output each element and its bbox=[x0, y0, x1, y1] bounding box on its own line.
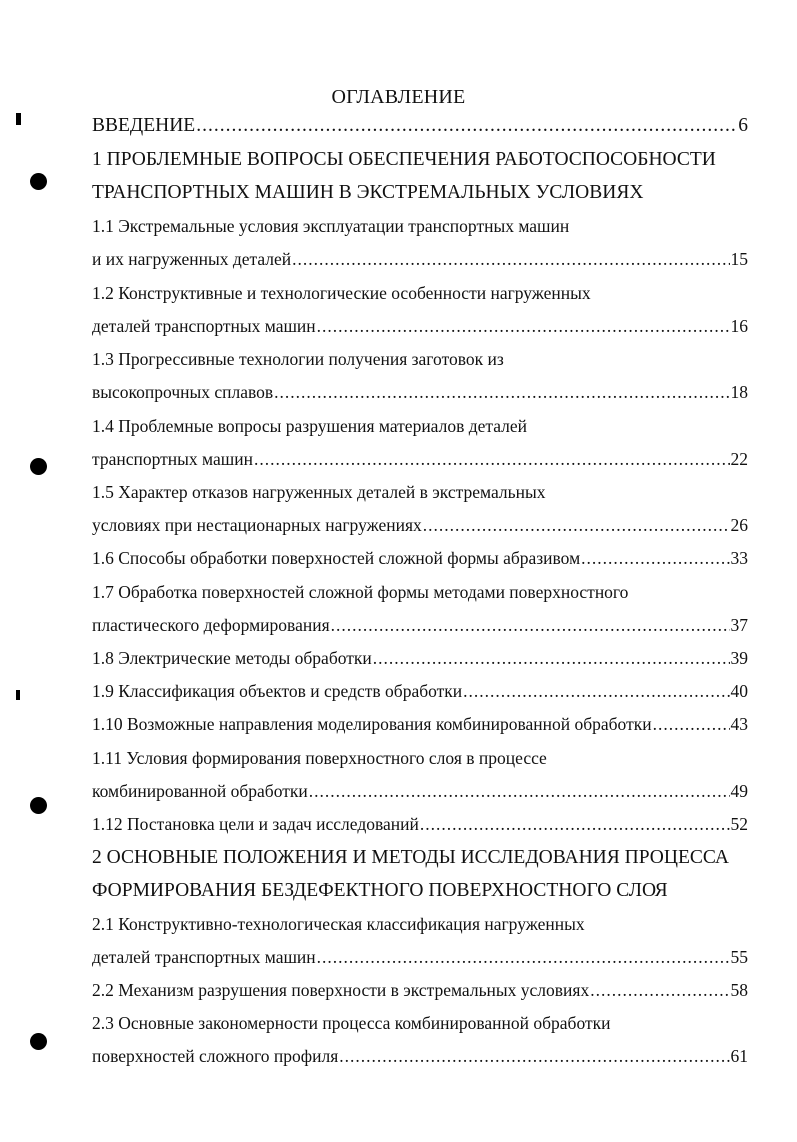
toc-entry bbox=[92, 515, 748, 545]
toc-chapter-heading bbox=[92, 847, 748, 877]
punch-hole bbox=[30, 173, 47, 190]
toc-entry-text: условиях при нестационарных нагружениях bbox=[92, 515, 422, 535]
toc-entry-text: 1.8 Электрические методы обработки bbox=[92, 648, 372, 668]
toc-entry-text: ВВЕДЕНИЕ bbox=[92, 115, 196, 136]
toc-entry-text: 1.10 Возможные направления моделирования комбинированной обработки bbox=[92, 714, 652, 734]
leader-dots bbox=[317, 316, 730, 337]
toc-entry-text: 1.5 Характер отказов нагруженных деталей в экстремальных bbox=[92, 482, 546, 502]
toc-entry-text: 2.3 Основные закономерности процесса комбинированной обработки bbox=[92, 1013, 611, 1033]
toc-entry-page: 16 bbox=[730, 316, 748, 336]
toc-entry bbox=[92, 316, 748, 346]
leader-dots bbox=[292, 249, 729, 270]
toc-entry bbox=[92, 947, 748, 977]
toc-entry-page: 61 bbox=[730, 1046, 748, 1066]
toc-entry-text: ФОРМИРОВАНИЯ БЕЗДЕФЕКТНОГО ПОВЕРХНОСТНОГО СЛОЯ bbox=[92, 880, 668, 901]
leader-dots bbox=[420, 814, 730, 835]
toc-entry-page: 55 bbox=[730, 947, 748, 967]
leader-dots bbox=[373, 648, 730, 669]
toc-entry-text: транспортных машин bbox=[92, 449, 253, 469]
leader-dots bbox=[196, 115, 737, 137]
toc-entry-text: 1.4 Проблемные вопросы разрушения материалов деталей bbox=[92, 416, 528, 436]
toc-entry-text: 1.6 Способы обработки поверхностей сложной формы абразивом bbox=[92, 548, 581, 568]
punch-hole bbox=[30, 458, 47, 475]
toc-entry bbox=[92, 1013, 748, 1043]
toc-entry-page: 49 bbox=[730, 781, 748, 801]
toc-entry-page: 6 bbox=[738, 115, 748, 136]
toc-entry-text: 2 ОСНОВНЫЕ ПОЛОЖЕНИЯ И МЕТОДЫ ИССЛЕДОВАНИЯ ПРОЦЕССА bbox=[92, 847, 729, 868]
toc-entry-text: высокопрочных сплавов bbox=[92, 382, 274, 402]
toc-title: ОГЛАВЛЕНИЕ bbox=[331, 86, 466, 108]
toc-entry bbox=[92, 615, 748, 645]
toc-entry bbox=[92, 482, 748, 512]
toc-entry-text: 1.9 Классификация объектов и средств обработки bbox=[92, 681, 463, 701]
toc-entry bbox=[92, 449, 748, 479]
leader-dots bbox=[339, 1046, 729, 1067]
toc-entry bbox=[92, 648, 748, 678]
toc-entry bbox=[92, 681, 748, 711]
toc-entry-page: 15 bbox=[730, 249, 748, 269]
toc-entry-page: 37 bbox=[730, 615, 748, 635]
toc-entry bbox=[92, 814, 748, 844]
toc-entry-text: пластического деформирования bbox=[92, 615, 330, 635]
toc-entry-page: 22 bbox=[730, 449, 748, 469]
toc-entry-text: 1.12 Постановка цели и задач исследований bbox=[92, 814, 419, 834]
toc-entry-text: 1 ПРОБЛЕМНЫЕ ВОПРОСЫ ОБЕСПЕЧЕНИЯ РАБОТОСПОСОБНОСТИ bbox=[92, 149, 716, 170]
toc-entry-text: и их нагруженных деталей bbox=[92, 249, 292, 269]
leader-dots bbox=[653, 714, 730, 735]
leader-dots bbox=[254, 449, 730, 470]
toc-entry bbox=[92, 216, 748, 246]
toc-entry bbox=[92, 781, 748, 811]
toc-entry bbox=[92, 914, 748, 944]
toc-entry-text: 1.7 Обработка поверхностей сложной формы методами поверхностного bbox=[92, 582, 629, 602]
toc-entry-text: 2.2 Механизм разрушения поверхности в экстремальных условиях bbox=[92, 980, 590, 1000]
toc-entry-text: ТРАНСПОРТНЫХ МАШИН В ЭКСТРЕМАЛЬНЫХ УСЛОВИЯХ bbox=[92, 182, 644, 203]
toc-entry-text: поверхностей сложного профиля bbox=[92, 1046, 339, 1066]
toc-entry-page: 26 bbox=[730, 515, 748, 535]
toc-entry-page: 40 bbox=[730, 681, 748, 701]
toc-entry-page: 58 bbox=[730, 980, 748, 1000]
punch-hole bbox=[30, 797, 47, 814]
toc-entry-page: 43 bbox=[730, 714, 748, 734]
leader-dots bbox=[590, 980, 729, 1001]
toc-entry-text: 1.3 Прогрессивные технологии получения заготовок из bbox=[92, 349, 504, 369]
toc-entry bbox=[92, 1046, 748, 1076]
toc-chapter-heading bbox=[92, 880, 748, 910]
margin-mark bbox=[16, 690, 20, 700]
toc-entry bbox=[92, 349, 748, 379]
leader-dots bbox=[423, 515, 730, 536]
toc-entry bbox=[92, 748, 748, 778]
toc-entry bbox=[92, 548, 748, 578]
toc-entry-text: деталей транспортных машин bbox=[92, 316, 316, 336]
toc-entry bbox=[92, 416, 748, 446]
toc-entry bbox=[92, 382, 748, 412]
leader-dots bbox=[463, 681, 729, 702]
toc-entry-page: 33 bbox=[730, 548, 748, 568]
toc-entry bbox=[92, 115, 748, 145]
punch-hole bbox=[30, 1033, 47, 1050]
toc-entry-page: 39 bbox=[730, 648, 748, 668]
leader-dots bbox=[581, 548, 729, 569]
leader-dots bbox=[274, 382, 729, 403]
leader-dots bbox=[331, 615, 730, 636]
toc-entry-text: 1.11 Условия формирования поверхностного слоя в процессе bbox=[92, 748, 547, 768]
leader-dots bbox=[309, 781, 730, 802]
toc-entry-page: 52 bbox=[730, 814, 748, 834]
toc-entry-text: комбинированной обработки bbox=[92, 781, 308, 801]
toc-entry bbox=[92, 714, 748, 744]
toc-entry-text: деталей транспортных машин bbox=[92, 947, 316, 967]
margin-mark bbox=[16, 113, 21, 125]
toc-entry bbox=[92, 249, 748, 279]
toc-chapter-heading bbox=[92, 182, 748, 212]
toc-chapter-heading bbox=[92, 149, 748, 179]
toc-entry-text: 2.1 Конструктивно-технологическая классификация нагруженных bbox=[92, 914, 585, 934]
toc-entry-text: 1.1 Экстремальные условия эксплуатации транспортных машин bbox=[92, 216, 570, 236]
toc-entry bbox=[92, 582, 748, 612]
toc-entry bbox=[92, 980, 748, 1010]
leader-dots bbox=[317, 947, 730, 968]
toc-entry bbox=[92, 283, 748, 313]
toc-entry-text: 1.2 Конструктивные и технологические особенности нагруженных bbox=[92, 283, 591, 303]
toc-entry-page: 18 bbox=[730, 382, 748, 402]
